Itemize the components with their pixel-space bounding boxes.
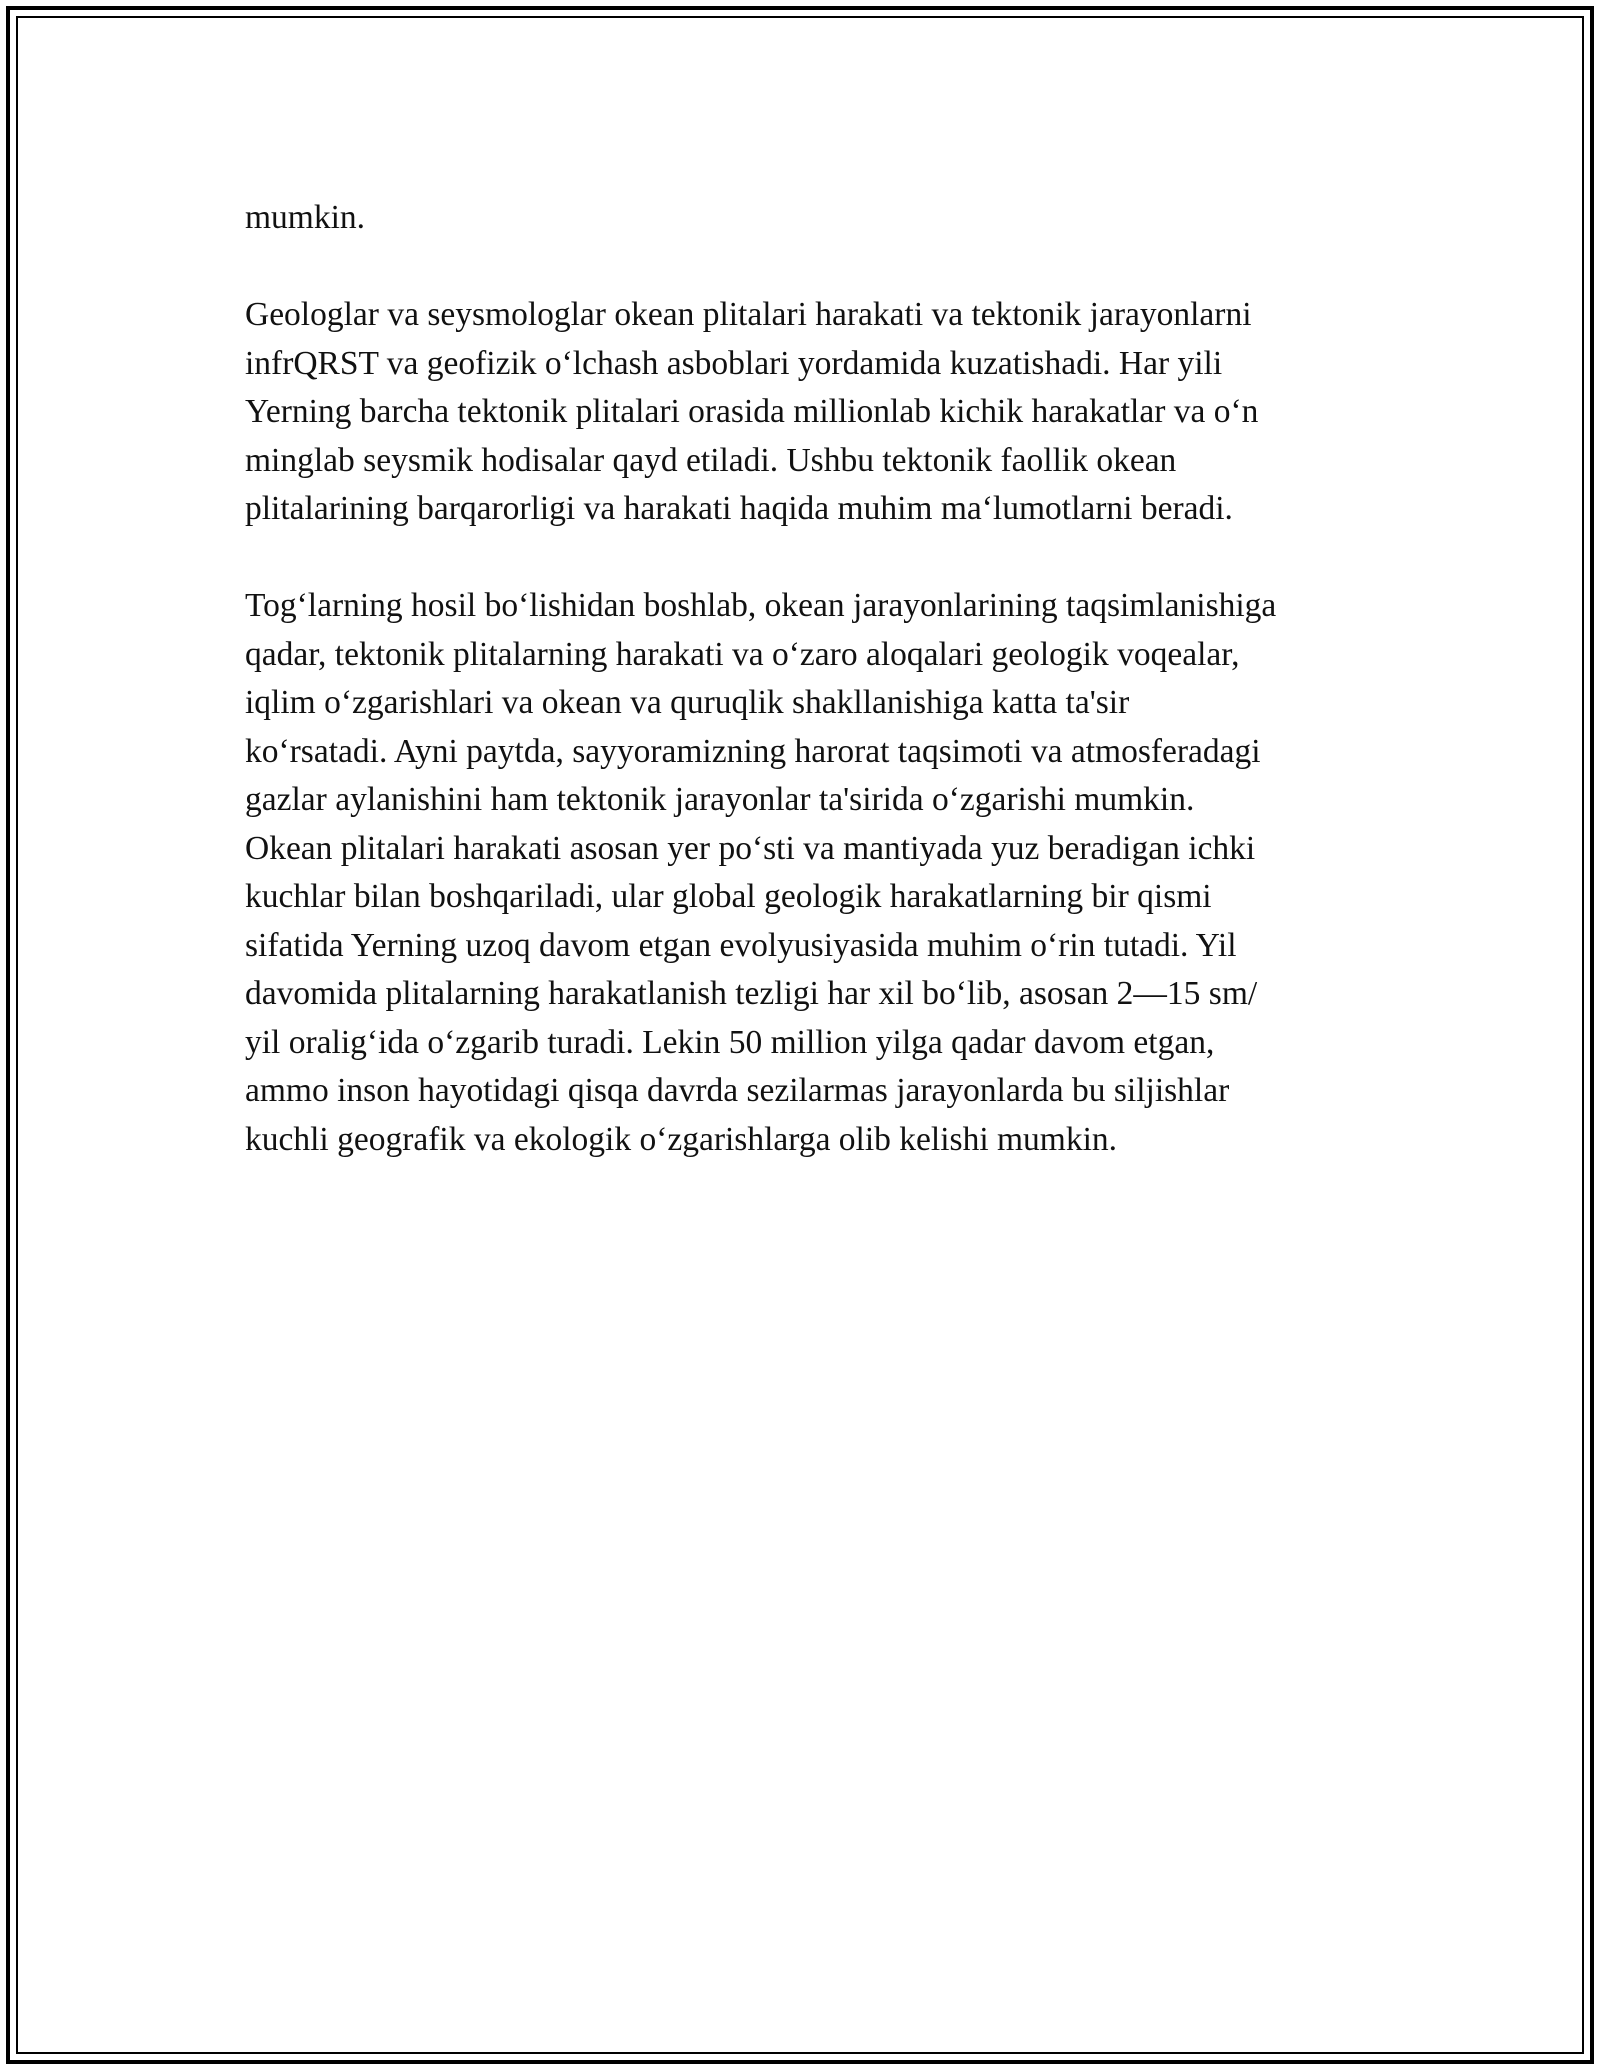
text-line: davomida plitalarning harakatlanish tezligi har xil bo‘lib, asosan 2—15 sm/ [245,975,1258,1012]
text-line: yil oralig‘ida o‘zgarib turadi. Lekin 50 million yilga qadar davom etgan, [245,1023,1215,1061]
text-line: Okean plitalari harakati asosan yer po‘sti va mantiyada yuz beradigan ichki [245,829,1256,867]
text-line: Tog‘larning hosil bo‘lishidan boshlab, okean jarayonlarining taqsimlanishiga [245,587,1277,624]
text-line: minglab seysmik hodisalar qayd etiladi. Ushbu tektonik faollik okean [245,441,1177,479]
text-line: gazlar aylanishini ham tektonik jarayonlar ta'sirida o‘zgarishi mumkin. [245,781,1195,818]
paragraph-3 [245,582,1395,1164]
text-line: Yerning barcha tektonik plitalari orasida millionlab kichik harakatlar va o‘n [245,393,1259,430]
text-line: kuchli geografik va ekologik o‘zgarishlarga olib kelishi mumkin. [245,1120,1118,1158]
text-line: infrQRST va geofizik o‘lchash asboblari yordamida kuzatishadi. Har yili [245,344,1223,382]
text-line: ammo inson hayotidagi qisqa davrda sezilarmas jarayonlarda bu siljishlar [245,1072,1230,1109]
text-line: plitalarining barqarorligi va harakati haqida muhim ma‘lumotlarni beradi. [245,490,1233,527]
text-line: qadar, tektonik plitalarning harakati va o‘zaro aloqalari geologik voqealar, [245,635,1240,673]
paragraph-2 [245,291,1395,534]
text-line: mumkin. [245,199,366,236]
document-body [245,194,1395,1213]
paragraph-1 [245,194,1395,243]
text-line: iqlim o‘zgarishlari va okean va quruqlik shakllanishiga katta ta'sir [245,684,1130,721]
text-line: sifatida Yerning uzoq davom etgan evolyusiyasida muhim o‘rin tutadi. Yil [245,926,1237,964]
document-page [6,6,1594,2064]
text-line: kuchlar bilan boshqariladi, ular global geologik harakatlarning bir qismi [245,878,1212,915]
text-line: ko‘rsatadi. Ayni paytda, sayyoramizning harorat taqsimoti va atmosferadagi [245,732,1261,770]
text-line: Geologlar va seysmologlar okean plitalari harakati va tektonik jarayonlarni [245,296,1252,333]
